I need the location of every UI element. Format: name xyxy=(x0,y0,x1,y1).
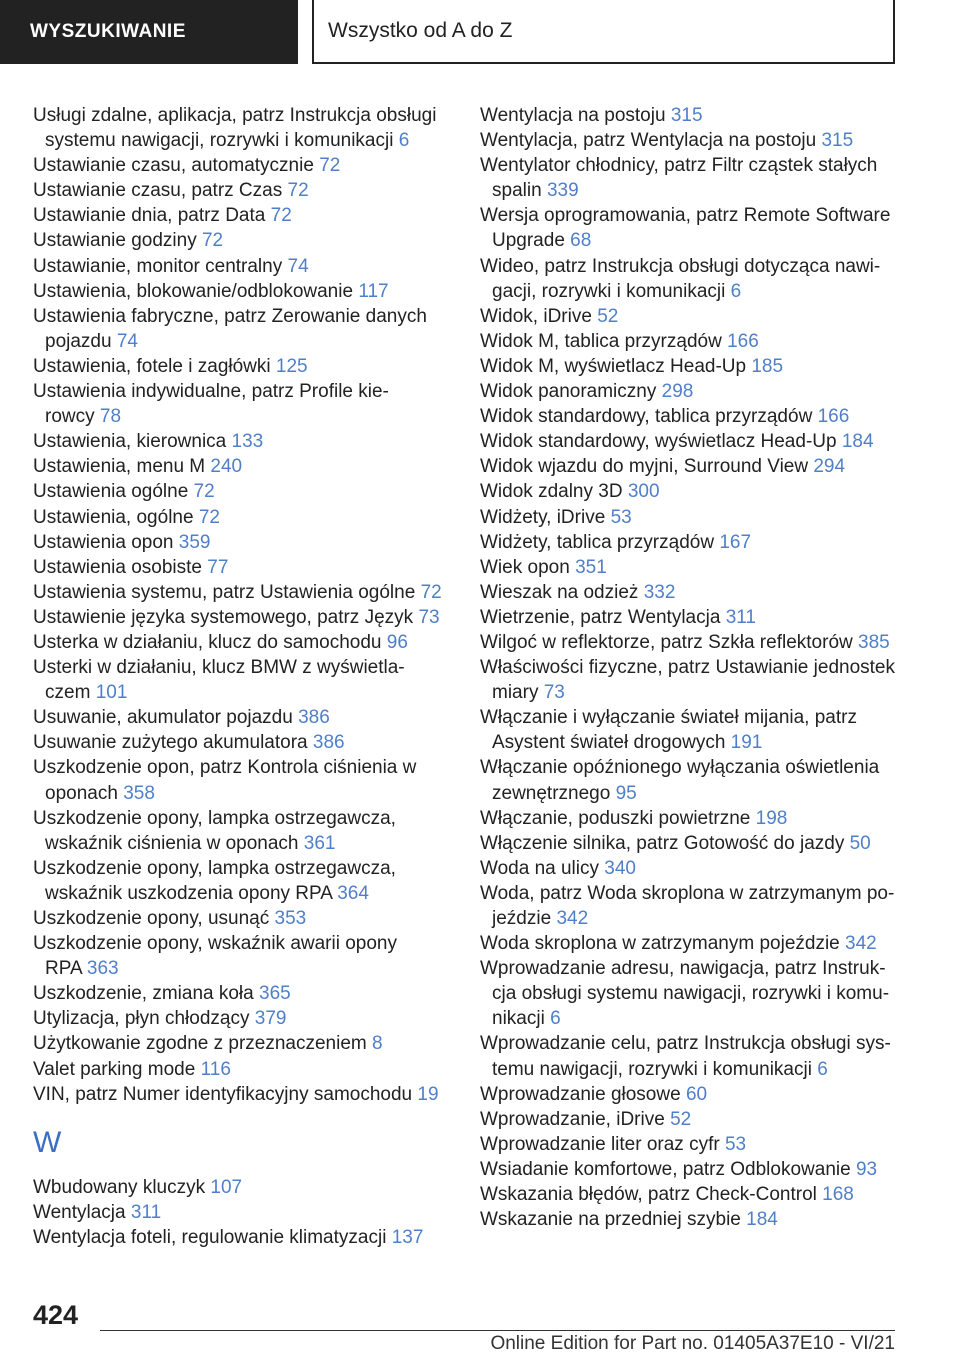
entry-text: Wentylacja na postoju xyxy=(480,105,666,126)
entry-text: Wprowadzanie adresu, nawigacja, patrz Instruk- xyxy=(480,958,886,980)
index-entry xyxy=(33,530,453,555)
page-link[interactable]: 184 xyxy=(841,431,874,453)
entry-text: Usterki w działaniu, klucz BMW z wyświetla- xyxy=(33,657,405,679)
page-link[interactable]: 342 xyxy=(845,933,877,955)
entry-text: Wietrzenie, patrz Wentylacja xyxy=(480,606,721,628)
entry-text: Widok M, wyświetlacz Head-Up xyxy=(480,355,747,377)
page-link[interactable]: 298 xyxy=(661,381,694,403)
entry-text: Wentylacja xyxy=(33,1201,126,1223)
index-entry xyxy=(480,505,900,530)
entry-text: Ustawienia osobiste xyxy=(33,556,202,578)
entry-text-continued: systemu nawigacji, rozrywki i komunikacji xyxy=(45,130,394,152)
index-entry xyxy=(480,555,900,580)
index-entry xyxy=(33,630,453,655)
entry-text: Widok standardowy, tablica przyrządów xyxy=(480,406,813,428)
index-entry xyxy=(480,806,900,831)
index-entry xyxy=(480,1157,900,1182)
page-link[interactable]: 168 xyxy=(822,1184,854,1206)
page-link[interactable]: 332 xyxy=(643,581,676,603)
entry-text: Ustawianie czasu, automatycznie xyxy=(33,155,314,177)
index-entry xyxy=(33,254,453,279)
page-link[interactable]: 184 xyxy=(746,1209,778,1231)
page-link[interactable]: 107 xyxy=(210,1176,243,1198)
page-link[interactable]: 19 xyxy=(417,1083,439,1105)
entry-text: VIN, patrz Numer identyfikacyjny samochodu xyxy=(33,1083,413,1105)
page-link[interactable]: 6 xyxy=(730,280,742,302)
index-entry xyxy=(33,429,453,454)
entry-text-continued: czem xyxy=(45,682,91,704)
index-entry xyxy=(33,1006,453,1031)
footer-divider xyxy=(100,1330,895,1331)
entry-text: Widok zdalny 3D xyxy=(480,481,623,503)
entry-text: Uszkodzenie opony, lampka ostrzegawcza, xyxy=(33,807,396,829)
entry-text: Widok panoramiczny xyxy=(480,381,657,403)
index-entry xyxy=(33,178,453,203)
entry-text: Wersja oprogramowania, patrz Remote Software xyxy=(480,205,891,227)
index-entry xyxy=(480,580,900,605)
index-entry xyxy=(480,530,900,555)
page-link[interactable]: 68 xyxy=(570,230,592,252)
entry-text: Ustawienie języka systemowego, patrz Język xyxy=(33,606,414,628)
page-link[interactable]: 72 xyxy=(420,581,442,603)
entry-text-continued: cja obsługi systemu nawigacji, rozrywki i komu- xyxy=(492,983,890,1005)
index-entry xyxy=(33,153,453,178)
index-entry xyxy=(480,705,900,755)
page-link[interactable]: 340 xyxy=(604,857,636,879)
page-link[interactable]: 117 xyxy=(358,280,389,302)
page-number: 424 xyxy=(33,1300,79,1330)
index-entry xyxy=(33,1225,453,1250)
entry-text: Wprowadzanie celu, patrz Instrukcja obsługi sys- xyxy=(480,1033,891,1055)
entry-text-continued: RPA xyxy=(45,958,82,980)
index-entry xyxy=(480,103,900,128)
page-link[interactable]: 339 xyxy=(546,180,579,202)
index-list-left-b xyxy=(33,1175,453,1250)
page-link[interactable]: 379 xyxy=(254,1008,287,1030)
index-entry xyxy=(33,279,453,304)
index-entry xyxy=(480,856,900,881)
entry-text-continued: rowcy xyxy=(45,406,95,428)
page-link[interactable]: 167 xyxy=(719,531,752,553)
entry-text: Woda, patrz Woda skroplona w zatrzymanym po- xyxy=(480,882,895,904)
entry-text: Wiek opon xyxy=(480,556,570,578)
page-link[interactable]: 52 xyxy=(597,305,619,327)
page-link[interactable]: 6 xyxy=(817,1058,828,1080)
entry-text: Ustawienia, ogólne xyxy=(33,506,194,528)
entry-text: Wentylacja foteli, regulowanie klimatyzacji xyxy=(33,1226,387,1248)
entry-text: Włączanie i wyłączanie świateł mijania, patrz xyxy=(480,707,857,729)
page-link[interactable]: 50 xyxy=(849,832,871,854)
entry-text: Usuwanie zużytego akumulatora xyxy=(33,732,308,754)
entry-text: Usuwanie, akumulator pojazdu xyxy=(33,707,293,729)
entry-text: Ustawienia systemu, patrz Ustawienia ogólne xyxy=(33,581,416,603)
page-link[interactable]: 191 xyxy=(730,732,763,754)
index-list-right xyxy=(480,103,900,1232)
entry-text: Ustawianie, monitor centralny xyxy=(33,255,283,277)
entry-text-continued: gacji, rozrywki i komunikacji xyxy=(492,280,726,302)
page-link[interactable]: 72 xyxy=(201,230,224,252)
entry-text: Widżety, iDrive xyxy=(480,506,606,528)
index-entry xyxy=(480,831,900,856)
page-link[interactable]: 72 xyxy=(198,506,220,528)
page-link[interactable]: 294 xyxy=(813,456,846,478)
entry-text: Właściwości fizyczne, patrz Ustawianie jednostek xyxy=(480,657,895,679)
entry-text: Włączanie, poduszki powietrzne xyxy=(480,807,751,829)
index-column-right xyxy=(480,103,900,1232)
page-link[interactable]: 385 xyxy=(858,631,890,653)
tab-search[interactable] xyxy=(0,0,298,64)
entry-text: Wprowadzanie liter oraz cyfr xyxy=(480,1133,720,1155)
entry-text: Wieszak na odzież xyxy=(480,581,639,603)
entry-text: Wentylator chłodnicy, patrz Filtr cząstek stałych xyxy=(480,155,878,177)
entry-text: Widżety, tablica przyrządów xyxy=(480,531,715,553)
edition-note: Online Edition for Part no. 01405A37E10 - VI/21 xyxy=(490,1333,895,1354)
index-entry xyxy=(480,153,900,203)
index-entry xyxy=(480,379,900,404)
index-entry xyxy=(33,228,453,253)
page-link[interactable]: 6 xyxy=(398,130,410,152)
page-link[interactable]: 73 xyxy=(418,606,440,628)
index-entry xyxy=(33,1082,453,1107)
section-title: Wszystko od A do Z xyxy=(328,19,513,42)
index-entry xyxy=(33,1175,453,1200)
page-link[interactable]: 240 xyxy=(210,456,243,478)
entry-text: Usługi zdalne, aplikacja, patrz Instrukcja obsługi xyxy=(33,105,437,126)
index-entry xyxy=(480,881,900,931)
index-entry xyxy=(480,128,900,153)
index-entry xyxy=(480,1031,900,1081)
page-link[interactable]: 361 xyxy=(303,832,336,854)
page-link[interactable]: 74 xyxy=(116,330,138,352)
page-link[interactable]: 78 xyxy=(99,406,122,428)
index-entry xyxy=(480,203,900,253)
index-entry xyxy=(33,555,453,580)
page-link[interactable]: 95 xyxy=(615,782,637,804)
entry-text-continued: temu nawigacji, rozrywki i komunikacji xyxy=(492,1058,812,1080)
entry-text: Widok M, tablica przyrządów xyxy=(480,330,722,352)
index-entry xyxy=(33,505,453,530)
index-entry xyxy=(480,479,900,504)
page-link[interactable]: 72 xyxy=(319,155,341,177)
entry-text-continued: wskaźnik uszkodzenia opony RPA xyxy=(45,882,332,904)
entry-text-continued: Asystent świateł drogowych xyxy=(492,732,726,754)
page-link[interactable]: 72 xyxy=(270,205,292,227)
entry-text: Ustawienia, blokowanie/odblokowanie xyxy=(33,280,354,302)
index-entry xyxy=(480,354,900,379)
index-entry xyxy=(480,454,900,479)
page-link[interactable]: 60 xyxy=(685,1083,708,1105)
entry-text-continued: Upgrade xyxy=(492,230,565,252)
entry-text: Wilgoć w reflektorze, patrz Szkła reflektorów xyxy=(480,631,853,653)
index-entry xyxy=(480,931,900,956)
index-entry xyxy=(480,404,900,429)
index-entry xyxy=(33,1031,453,1056)
page-link[interactable]: 311 xyxy=(130,1201,162,1223)
entry-text-continued: zewnętrznego xyxy=(492,782,611,804)
page-link[interactable]: 74 xyxy=(287,255,309,277)
index-entry xyxy=(33,103,453,153)
page-link[interactable]: 72 xyxy=(287,180,309,202)
index-entry xyxy=(480,1082,900,1107)
entry-text: Uszkodzenie opony, usunąć xyxy=(33,908,270,929)
page-link[interactable]: 198 xyxy=(755,807,788,829)
entry-text: Uszkodzenie, zmiana koła xyxy=(33,983,254,1005)
entry-text: Usterka w działaniu, klucz do samochodu xyxy=(33,631,382,653)
page-link[interactable]: 133 xyxy=(231,431,264,453)
entry-text: Wsiadanie komfortowe, patrz Odblokowanie xyxy=(480,1158,851,1180)
index-column-left xyxy=(33,103,453,1250)
entry-text: Ustawienia, menu M xyxy=(33,456,206,478)
page-link[interactable]: 386 xyxy=(298,707,330,729)
index-entry xyxy=(480,429,900,454)
entry-text: Wprowadzanie, iDrive xyxy=(480,1108,665,1130)
page-link[interactable]: 386 xyxy=(312,732,345,754)
entry-text-continued: pojazdu xyxy=(45,330,112,352)
page-link[interactable]: 101 xyxy=(95,682,128,704)
page-link[interactable]: 358 xyxy=(123,782,155,804)
index-entry xyxy=(33,479,453,504)
index-entry xyxy=(480,605,900,630)
entry-text: Uszkodzenie opony, wskaźnik awarii opony xyxy=(33,933,397,955)
entry-text-continued: miary xyxy=(492,682,539,704)
index-entry xyxy=(480,1182,900,1207)
entry-text: Włączenie silnika, patrz Gotowość do jazdy xyxy=(480,832,845,854)
index-entry xyxy=(33,379,453,429)
index-entry xyxy=(33,931,453,981)
index-entry xyxy=(33,454,453,479)
entry-text: Ustawianie czasu, patrz Czas xyxy=(33,180,283,202)
page-link[interactable]: 300 xyxy=(627,481,660,503)
entry-text: Widok wjazdu do myjni, Surround View xyxy=(480,456,809,478)
index-entry xyxy=(33,755,453,805)
entry-text-continued: jeździe xyxy=(492,908,552,929)
index-entry xyxy=(33,856,453,906)
page-link[interactable]: 166 xyxy=(727,330,759,352)
index-entry xyxy=(480,1132,900,1157)
index-entry xyxy=(33,1200,453,1225)
page-link[interactable]: 6 xyxy=(550,1008,561,1030)
index-entry xyxy=(33,906,453,931)
index-entry xyxy=(33,354,453,379)
page-link[interactable]: 315 xyxy=(821,130,854,152)
page-link[interactable]: 363 xyxy=(86,958,119,980)
page-link[interactable]: 53 xyxy=(610,506,632,528)
entry-text: Wskazania błędów, patrz Check-Control xyxy=(480,1184,817,1206)
page-link[interactable]: 166 xyxy=(817,406,850,428)
index-entry xyxy=(480,304,900,329)
index-entry xyxy=(480,1107,900,1132)
index-entry xyxy=(33,705,453,730)
page-link[interactable]: 351 xyxy=(575,556,607,578)
entry-text: Uszkodzenie opony, lampka ostrzegawcza, xyxy=(33,857,396,879)
index-entry xyxy=(33,730,453,755)
section-title-box xyxy=(312,0,895,64)
page-link[interactable]: 365 xyxy=(259,983,291,1005)
page-link[interactable]: 359 xyxy=(178,531,211,553)
index-entry xyxy=(480,254,900,304)
index-entry xyxy=(480,956,900,1031)
page-link[interactable]: 8 xyxy=(372,1033,383,1055)
entry-text: Ustawianie godziny xyxy=(33,230,197,252)
entry-text: Widok standardowy, wyświetlacz Head-Up xyxy=(480,431,837,453)
entry-text: Ustawianie dnia, patrz Data xyxy=(33,205,266,227)
page-link[interactable]: 53 xyxy=(724,1133,747,1155)
page-link[interactable]: 72 xyxy=(193,481,215,503)
entry-text-continued: spalin xyxy=(492,180,542,202)
page-link[interactable]: 342 xyxy=(556,908,589,929)
index-entry xyxy=(480,755,900,805)
page-link[interactable]: 116 xyxy=(200,1058,231,1080)
entry-text: Wprowadzanie głosowe xyxy=(480,1083,681,1105)
entry-text: Wbudowany kluczyk xyxy=(33,1176,206,1198)
entry-text-continued: oponach xyxy=(45,782,118,804)
index-entry xyxy=(33,304,453,354)
page-link[interactable]: 77 xyxy=(207,556,229,578)
entry-text: Valet parking mode xyxy=(33,1058,196,1080)
page-link[interactable]: 315 xyxy=(670,105,703,126)
index-entry xyxy=(33,806,453,856)
page-link[interactable]: 364 xyxy=(337,882,369,904)
page-link[interactable]: 125 xyxy=(275,355,308,377)
entry-text: Woda skroplona w zatrzymanym pojeździe xyxy=(480,933,840,955)
page-header xyxy=(0,0,960,66)
entry-text: Ustawienia indywidualne, patrz Profile kie- xyxy=(33,381,389,403)
entry-text: Ustawienia ogólne xyxy=(33,481,189,503)
page-link[interactable]: 311 xyxy=(725,606,756,628)
page-link[interactable]: 96 xyxy=(386,631,408,653)
page-link[interactable]: 73 xyxy=(543,682,565,704)
index-entry xyxy=(480,630,900,655)
index-entry xyxy=(33,580,453,605)
entry-text: Wideo, patrz Instrukcja obsługi dotycząca nawi- xyxy=(480,255,881,277)
entry-text-continued: wskaźnik ciśnienia w oponach xyxy=(45,832,299,854)
entry-text-continued: nikacji xyxy=(492,1008,545,1030)
page-link[interactable]: 93 xyxy=(855,1158,878,1180)
page-link[interactable]: 185 xyxy=(751,355,784,377)
index-entry xyxy=(33,981,453,1006)
index-entry xyxy=(33,1057,453,1082)
entry-text: Użytkowanie zgodne z przeznaczeniem xyxy=(33,1033,367,1055)
entry-text: Ustawienia fabryczne, patrz Zerowanie danych xyxy=(33,305,427,327)
entry-text: Wentylacja, patrz Wentylacja na postoju xyxy=(480,130,817,152)
index-entry xyxy=(33,605,453,630)
page-link[interactable]: 137 xyxy=(391,1226,424,1248)
index-letter-heading: W xyxy=(33,1125,62,1159)
entry-text: Utylizacja, płyn chłodzący xyxy=(33,1008,250,1030)
entry-text: Widok, iDrive xyxy=(480,305,592,327)
entry-text: Uszkodzenie opon, patrz Kontrola ciśnienia w xyxy=(33,757,417,779)
index-entry xyxy=(480,1207,900,1232)
index-entry xyxy=(480,655,900,705)
index-entry xyxy=(480,329,900,354)
index-entry xyxy=(33,203,453,228)
entry-text: Woda na ulicy xyxy=(480,857,599,879)
entry-text: Ustawienia, fotele i zagłówki xyxy=(33,355,271,377)
index-list-left-a xyxy=(33,103,453,1107)
tab-search-label: WYSZUKIWANIE xyxy=(30,21,186,42)
page-link[interactable]: 353 xyxy=(274,908,307,929)
entry-text: Wskazanie na przedniej szybie xyxy=(480,1209,741,1231)
entry-text: Włączanie opóźnionego wyłączania oświetlenia xyxy=(480,757,880,779)
entry-text: Ustawienia opon xyxy=(33,531,174,553)
entry-text: Ustawienia, kierownica xyxy=(33,431,227,453)
page-link[interactable]: 52 xyxy=(670,1108,692,1130)
index-entry xyxy=(33,655,453,705)
